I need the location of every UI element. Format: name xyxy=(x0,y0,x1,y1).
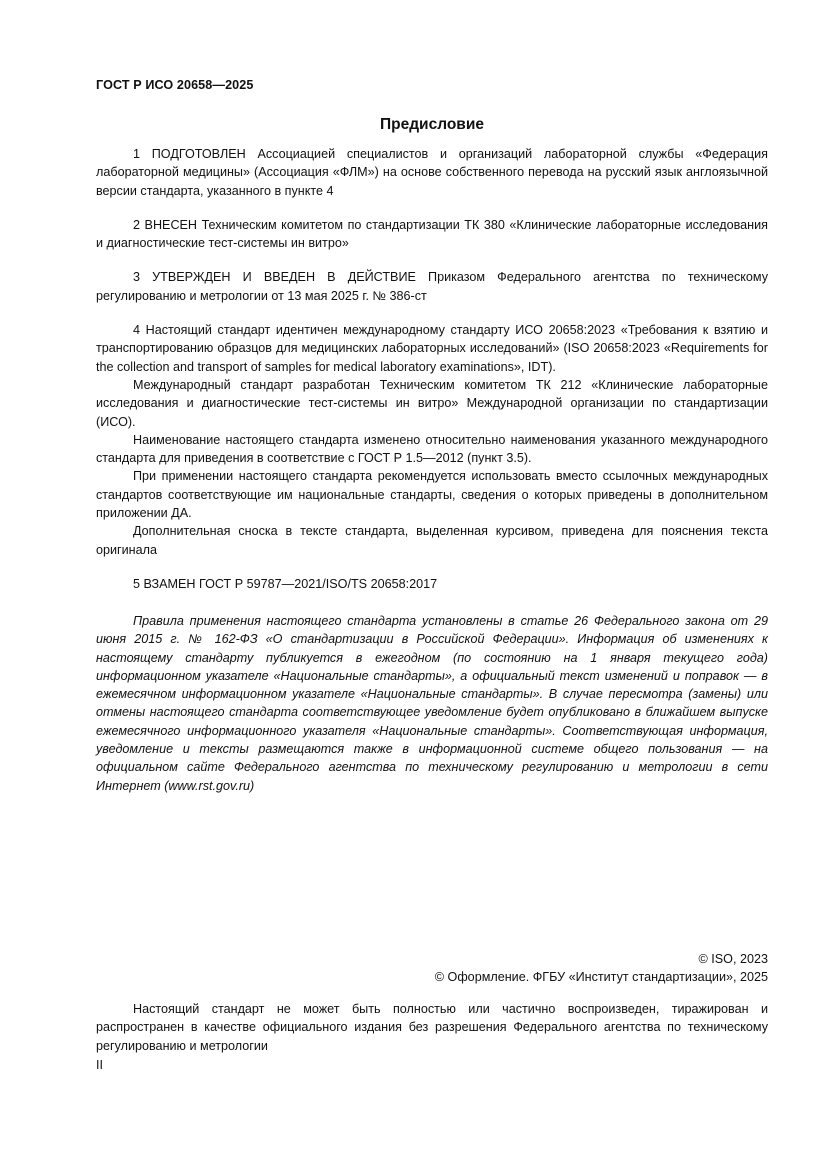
preface-item-4-paragraph-1: 4 Настоящий стандарт идентичен международному стандарту ИСО 20658:2023 «Требования к взятию и транспортированию образцов для медицинских лабораторных исследований» (ISO 20658:2023 «Requirements for the collection and transport of samples for medical laboratory examinations», IDT). xyxy=(96,323,768,374)
preface-content xyxy=(96,145,768,593)
reproduction-rights-notice: Настоящий стандарт не может быть полностью или частично воспроизведен, тиражирован и распространен в качестве официального издания без разрешения Федерального агентства по техническому регулированию и метрологии xyxy=(96,1002,768,1053)
preface-item-1: 1 ПОДГОТОВЛЕН Ассоциацией специалистов и организаций лабораторной службы «Федерация лабораторной медицины» (Ассоциация «ФЛМ») на основе собственного перевода на русский язык англоязычной версии стандарта, указанного в пункте 4 xyxy=(96,147,768,198)
application-rules-notice: Правила применения настоящего стандарта установлены в статье 26 Федерального закона от 29 июня 2015 г. № 162-ФЗ «О стандартизации в Российской Федерации». Информация об изменениях к настоящему стандарту публикуется в ежегодном (по состоянию на 1 января текущего года) информационном указателе «Национальные стандарты», а официальный текст изменений и поправок — в ежемесячном информационном указателе «Национальные стандарты». В случае пересмотра (замены) или отмены настоящего стандарта соответствующее уведомление будет опубликовано в ближайшем выпуске ежемесячного информационного указателя «Национальные стандарты». Соответствующая информация, уведомление и тексты размещаются также в информационной системе общего пользования — на официальном сайте Федерального агентства по техническому регулированию и метрологии в сети Интернет (www.rst.gov.ru) xyxy=(96,614,768,793)
preface-item-4-paragraph-3: Наименование настоящего стандарта изменено относительно наименования указанного международного стандарта для приведения в соответствие с ГОСТ Р 1.5—2012 (пункт 3.5). xyxy=(96,432,768,466)
preface-item-4-paragraph-5: Дополнительная сноска в тексте стандарта, выделенная курсивом, приведена для пояснения текста оригинала xyxy=(96,524,768,557)
preface-item-3: 3 УТВЕРЖДЕН И ВВЕДЕН В ДЕЙСТВИЕ Приказом Федерального агентства по техническому регулированию и метрологии от 13 мая 2025 г. № 386-ст xyxy=(96,270,768,303)
spacer xyxy=(96,252,768,268)
spacer xyxy=(96,559,768,575)
design-copyright: © Оформление. ФГБУ «Институт стандартизации», 2025 xyxy=(434,970,768,984)
document-code: ГОСТ Р ИСО 20658—2025 xyxy=(96,78,254,92)
spacer xyxy=(96,305,768,321)
preface-item-2: 2 ВНЕСЕН Техническим комитетом по стандартизации ТК 380 «Клинические лабораторные исследования и диагностические тест-системы ин витро» xyxy=(96,217,768,251)
preface-item-4-paragraph-4: При применении настоящего стандарта рекомендуется использовать вместо ссылочных международных стандартов соответствующие им национальные стандарты, сведения о которых приведены в дополнительном приложении ДА. xyxy=(96,469,768,521)
page-number: II xyxy=(96,1058,103,1072)
preface-item-5: 5 ВЗАМЕН ГОСТ Р 59787—2021/ISO/TS 20658:2017 xyxy=(133,576,438,591)
page-title: Предисловие xyxy=(379,116,484,133)
iso-copyright: © ISO, 2023 xyxy=(698,952,768,966)
preface-item-4-paragraph-2: Международный стандарт разработан Техническим комитетом ТК 212 «Клинические лабораторные исследования и диагностические тест-системы ин витро» Международной организации по стандартизации (ИСО). xyxy=(96,377,768,429)
spacer xyxy=(96,200,768,216)
